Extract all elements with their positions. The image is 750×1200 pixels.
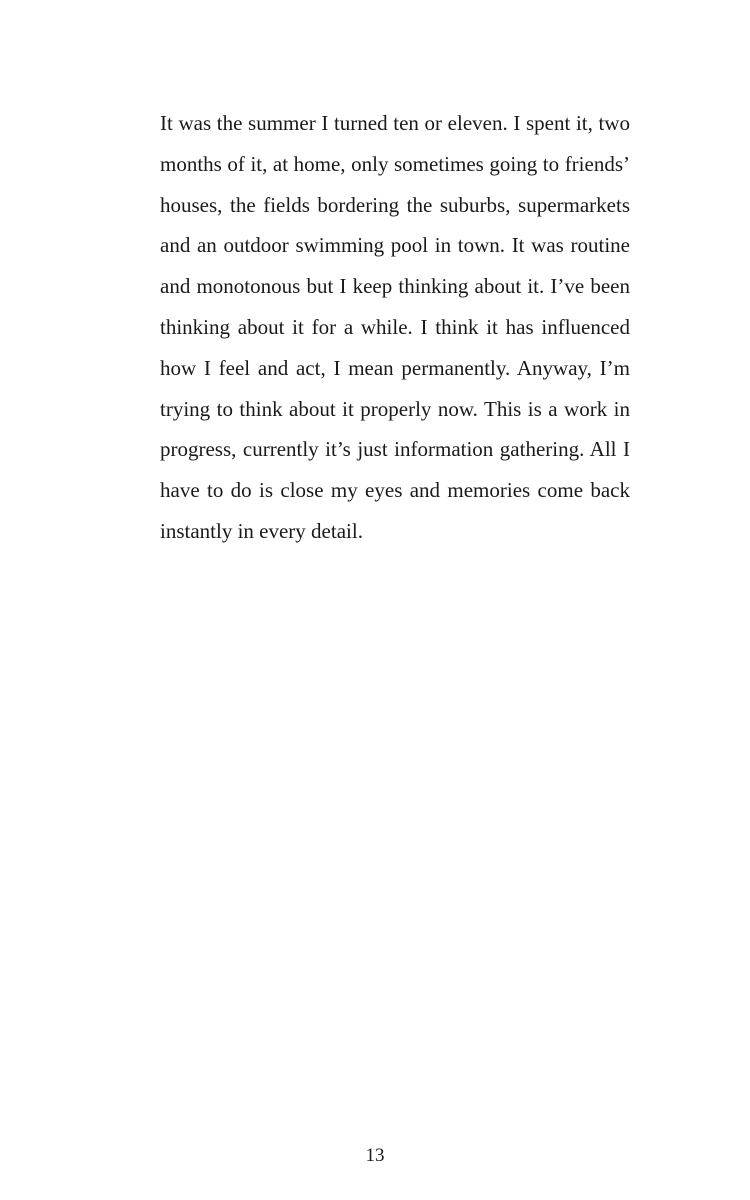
text-line: how I feel and act, I mean permanently. Anyway, I’m (160, 355, 630, 380)
text-line: progress, currently it’s just information gathering. All I (160, 437, 630, 462)
body-paragraph (160, 103, 630, 552)
text-line: have to do is close my eyes and memories come back (160, 478, 630, 503)
text-line: instantly in every detail. (160, 518, 363, 543)
text-line: and monotonous but I keep thinking about it. I’ve been (160, 274, 630, 299)
text-line: houses, the fields bordering the suburbs, supermarkets (160, 192, 630, 217)
text-line: It was the summer I turned ten or eleven. I spent it, two (160, 111, 630, 135)
page-number: 13 (365, 1145, 385, 1166)
text-line: thinking about it for a while. I think it has influenced (160, 314, 630, 339)
text-line: and an outdoor swimming pool in town. It was routine (160, 233, 630, 258)
text-line: months of it, at home, only sometimes going to friends’ (160, 151, 630, 176)
text-line: trying to think about it properly now. This is a work in (160, 396, 630, 421)
